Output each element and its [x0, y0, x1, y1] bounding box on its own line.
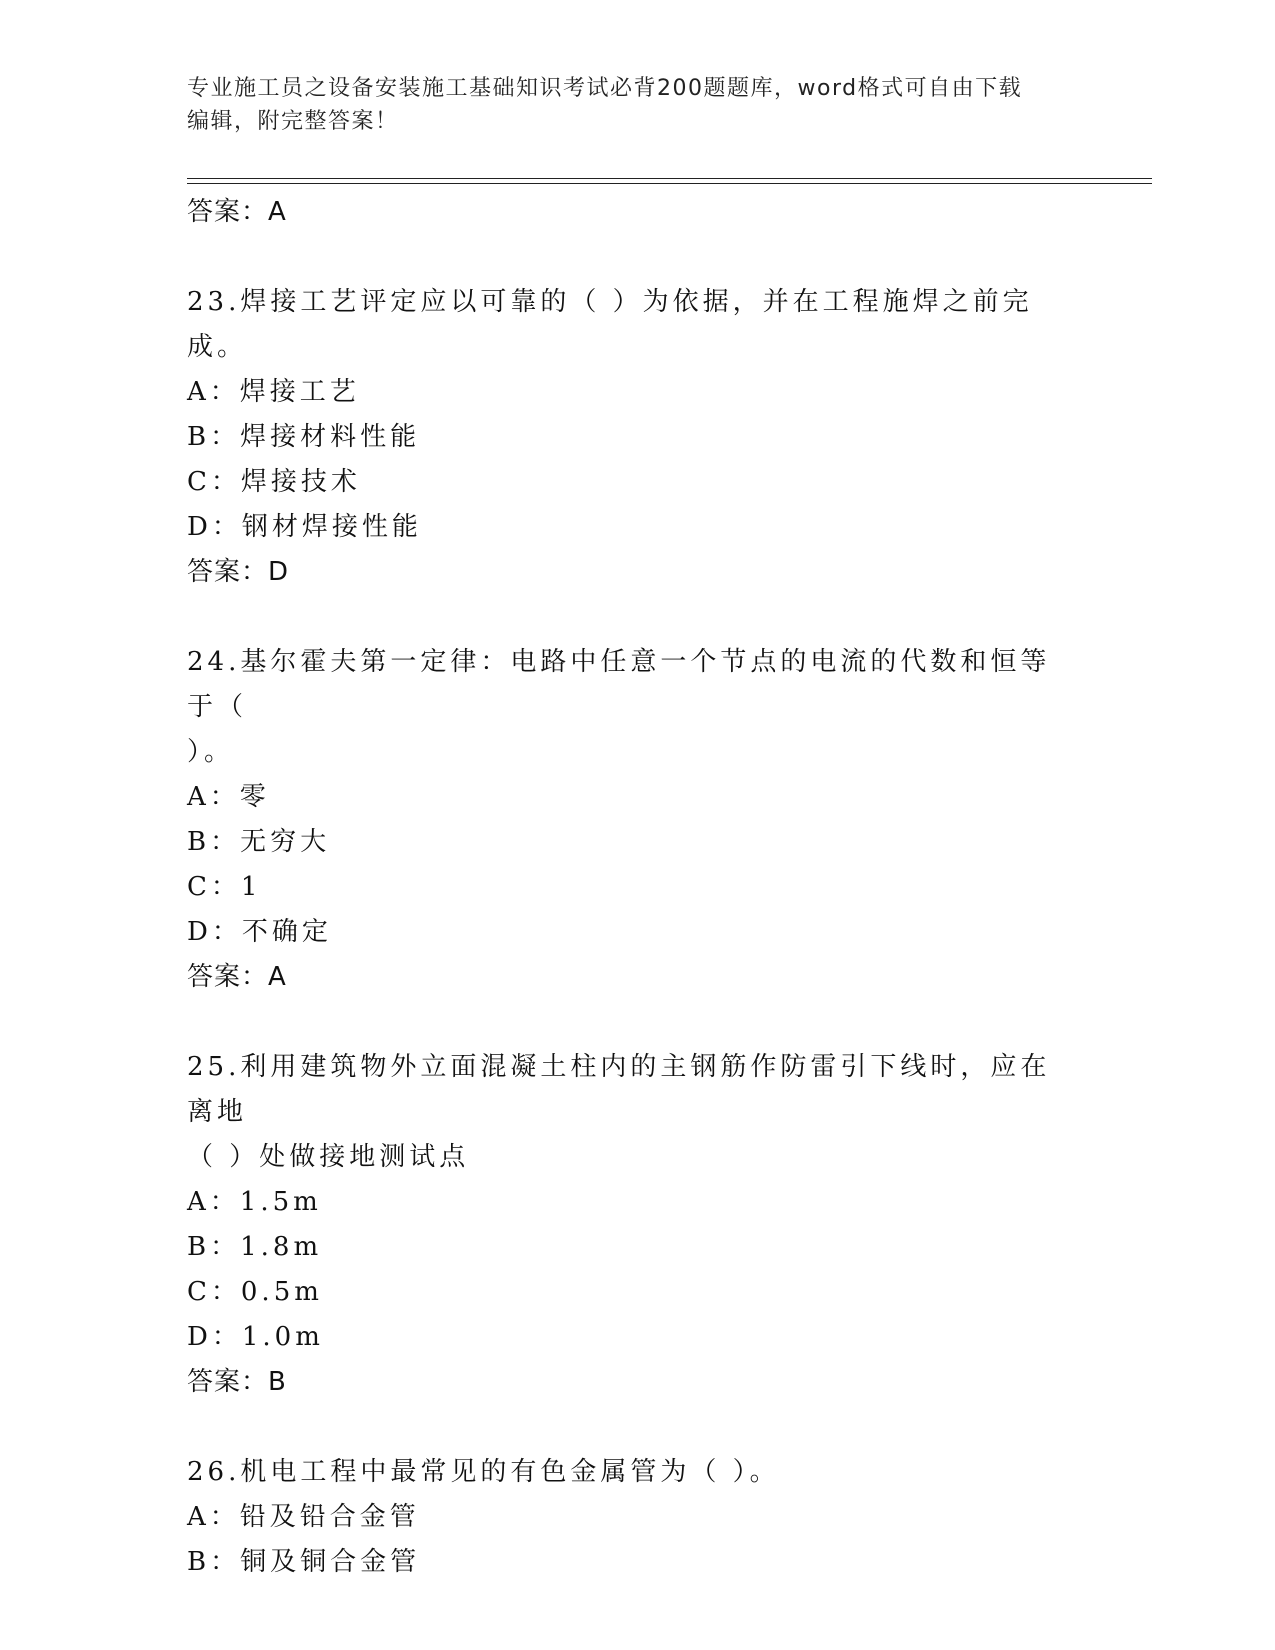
option-b: B：无穷大 — [187, 827, 331, 857]
question-text: 26.机电工程中最常见的有色金属管为（ ）。 — [187, 1457, 780, 1487]
question-text-line-2: ）。 — [187, 737, 235, 767]
answer: 答案：A — [187, 962, 287, 992]
answer-q22: 答案：A — [187, 197, 287, 227]
option-a: A：铅及铅合金管 — [187, 1502, 420, 1532]
answer: 答案：D — [187, 557, 290, 587]
option-d: D：不确定 — [187, 917, 332, 947]
question-list — [187, 190, 1087, 1585]
option-a: A：1.5m — [187, 1187, 322, 1217]
option-b: B：铜及铜合金管 — [187, 1547, 421, 1577]
option-a: A：焊接工艺 — [187, 377, 360, 407]
question-25 — [187, 1045, 1087, 1405]
question-26 — [187, 1450, 1087, 1585]
option-d: D：钢材焊接性能 — [187, 512, 422, 542]
option-b: B：焊接材料性能 — [187, 422, 421, 452]
header-rule-bottom — [187, 183, 1152, 184]
option-d: D：1.0m — [187, 1322, 324, 1352]
question-23 — [187, 280, 1087, 595]
header-rule-top — [187, 178, 1152, 179]
question-text-line-1: 24.基尔霍夫第一定律：电路中任意一个节点的电流的代数和恒等于（ — [187, 647, 1051, 722]
option-b: B：1.8m — [187, 1232, 323, 1262]
answer: 答案：B — [187, 1367, 287, 1397]
option-a: A：零 — [187, 782, 270, 812]
option-c: C：焊接技术 — [187, 467, 361, 497]
question-text: 23.焊接工艺评定应以可靠的（ ）为依据，并在工程施焊之前完成。 — [187, 287, 1033, 362]
option-c: C：0.5m — [187, 1277, 323, 1307]
option-c: C：1 — [187, 872, 262, 902]
question-24 — [187, 640, 1087, 1000]
question-text-line-2: （ ）处做接地测试点 — [187, 1142, 470, 1172]
header-line-1: 专业施工员之设备安装施工基础知识考试必背200题题库，word格式可自由下载 — [187, 76, 1023, 101]
page-header — [187, 72, 1067, 138]
header-line-2: 编辑，附完整答案！ — [187, 109, 399, 134]
question-text-line-1: 25.利用建筑物外立面混凝土柱内的主钢筋作防雷引下线时，应在离地 — [187, 1052, 1051, 1127]
